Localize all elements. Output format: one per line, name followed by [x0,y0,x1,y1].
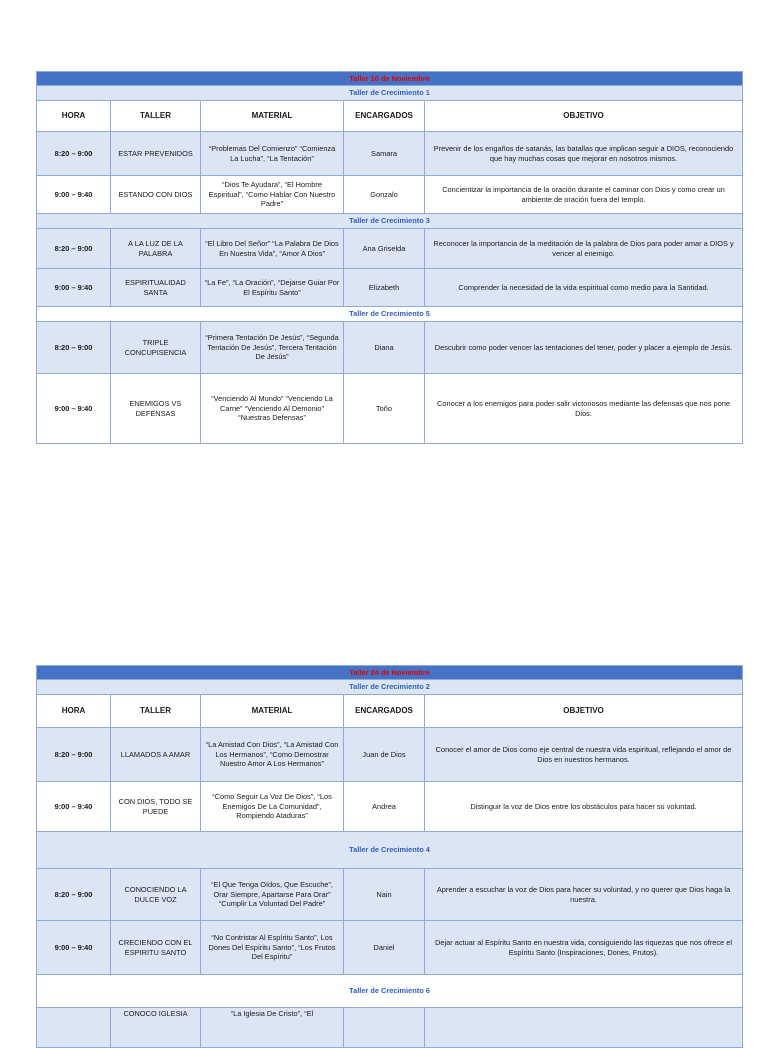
material-cell: “El Libro Del Señor” “La Palabra De Dios En Nuestra Vida”, “Amor A Dios” [201,229,344,269]
hora-cell: 8:20 – 9:00 [37,322,111,374]
encargados-cell: Diana [344,322,425,374]
objetivo-cell: Descubrir como poder vencer las tentaciones del tener, poder y placer a ejemplo de Jesús. [425,322,743,374]
material-cell: “No Contristar Al Espíritu Santo”, Los Dones Del Espíritu Santo”, “Los Frutos Del Espíritu” [201,921,344,975]
table-row [37,782,743,832]
table-row [37,921,743,975]
objetivo-cell [425,1008,743,1048]
material-cell: “Venciendo Al Mundo” “Venciendo La Carne” “Venciendo Al Demonio” “Nuestras Defensas” [201,374,344,444]
objetivo-cell: Prevenir de los engaños de satanás, las batallas que implican seguir a DIOS, reconociendo que hay muchas cosas que mejorar en nosotros mismos. [425,132,743,176]
table-row [37,269,743,307]
objetivo-cell: Conocer a los enemigos para poder salir victoriosos mediante las defensas que nos pone Dios. [425,374,743,444]
material-cell: “La Amistad Con Dios”, “La Amistad Con Los Hermanos”, “Como Demostrar Nuestro Amor A Los Hermanos” [201,728,344,782]
table-row [37,322,743,374]
hora-cell: 9:00 – 9:40 [37,921,111,975]
encargados-cell: Gonzalo [344,176,425,214]
hora-cell: 9:00 – 9:40 [37,374,111,444]
material-cell: “La Fe”, “La Oración”, “Dejarse Guiar Por El Espíritu Santo” [201,269,344,307]
column-header-encargados: ENCARGADOS [344,695,425,728]
material-cell: “Problemas Del Comienzo” “Comienza La Lucha”, “La Tentación” [201,132,344,176]
material-cell: “Dios Te Ayudara”, “El Hombre Espiritual”, “Como Hablar Con Nuestro Padre” [201,176,344,214]
table-row [37,229,743,269]
encargados-cell: Ana Griselda [344,229,425,269]
column-header-taller: TALLER [111,101,201,132]
schedule-table-november-24 [36,665,743,1048]
column-header-hora: HORA [37,695,111,728]
taller-cell: ENEMIGOS VS DEFENSAS [111,374,201,444]
table-row [37,374,743,444]
encargados-cell: Nain [344,869,425,921]
column-header-objetivo: OBJETIVO [425,695,743,728]
column-header-encargados: ENCARGADOS [344,101,425,132]
column-header-material: MATERIAL [201,695,344,728]
table-row [37,176,743,214]
material-cell: “La Iglesia De Cristo”, “El [201,1008,344,1048]
objetivo-cell: Distinguir la voz de Dios entre los obstáculos para hacer su voluntad. [425,782,743,832]
taller-cell: A LA LUZ DE LA PALABRA [111,229,201,269]
column-header-objetivo: OBJETIVO [425,101,743,132]
objetivo-cell: Comprender la necesidad de la vida espiritual como medio para la Santidad. [425,269,743,307]
material-cell: “El Que Tenga Oídos, Que Escuche”, Orar Siempre, Apartarse Para Orar” “Cumplir La Voluntad Del Padre” [201,869,344,921]
objetivo-cell: Aprender a escuchar la voz de Dios para hacer su voluntad, y no querer que Dios haga la nuestra. [425,869,743,921]
material-cell: “Como Seguir La Voz De Dios”, “Los Enemigos De La Comunidad”, Rompiendo Ataduras” [201,782,344,832]
encargados-cell: Toño [344,374,425,444]
group-label: Taller de Crecimiento 4 [37,832,743,869]
encargados-cell: Elizabeth [344,269,425,307]
taller-cell: CRECIENDO CON EL ESPIRITU SANTO [111,921,201,975]
group-label: Taller de Crecimiento 3 [37,214,743,229]
hora-cell: 8:20 – 9:00 [37,728,111,782]
hora-cell: 9:00 – 9:40 [37,782,111,832]
encargados-cell: Daniel [344,921,425,975]
hora-cell: 8:20 – 9:00 [37,132,111,176]
table-row [37,728,743,782]
taller-cell: ESPIRITUALIDAD SANTA [111,269,201,307]
column-header-taller: TALLER [111,695,201,728]
hora-cell [37,1008,111,1048]
material-cell: “Primera Tentación De Jesús”, “Segunda Tentación De Jesús”, Tercera Tentación De Jesús” [201,322,344,374]
taller-cell: LLAMADOS A AMAR [111,728,201,782]
encargados-cell [344,1008,425,1048]
table-row [37,132,743,176]
taller-cell: CONOCIENDO LA DULCE VOZ [111,869,201,921]
group-label: Taller de Crecimiento 1 [37,86,743,101]
hora-cell: 8:20 – 9:00 [37,869,111,921]
column-header-hora: HORA [37,101,111,132]
hora-cell: 9:00 – 9:40 [37,176,111,214]
encargados-cell: Samara [344,132,425,176]
encargados-cell: Andrea [344,782,425,832]
schedule-table-november-10 [36,71,743,444]
hora-cell: 9:00 – 9:40 [37,269,111,307]
taller-cell: CON DIOS, TODO SE PUEDE [111,782,201,832]
table-row [37,1008,743,1048]
table-title: Taller 10 de Noviembre [37,72,743,86]
group-label: Taller de Crecimiento 5 [37,307,743,322]
objetivo-cell: Conocer el amor de Dios como eje central de nuestra vida espiritual, reflejando el amor de Dios en nuestros hermanos. [425,728,743,782]
table-row [37,869,743,921]
objetivo-cell: Concientizar la importancia de la oración durante el caminar con Dios y como crear un ambiente de oración fuera del templo. [425,176,743,214]
column-header-material: MATERIAL [201,101,344,132]
encargados-cell: Juan de Dios [344,728,425,782]
objetivo-cell: Dejar actuar al Espíritu Santo en nuestra vida, consiguiendo las riquezas que nos ofrece el Espíritu Santo (Inspiraciones, Dones, Frutos). [425,921,743,975]
taller-cell: CONOCO IGLESIA [111,1008,201,1048]
group-label: Taller de Crecimiento 6 [37,975,743,1008]
taller-cell: ESTAR PREVENIDOS [111,132,201,176]
hora-cell: 8:20 – 9:00 [37,229,111,269]
objetivo-cell: Reconocer la importancia de la meditación de la palabra de Dios para poder amar a DIOS y vencer al enemigo. [425,229,743,269]
taller-cell: TRIPLE CONCUPISENCIA [111,322,201,374]
group-label: Taller de Crecimiento 2 [37,680,743,695]
table-title: Taller 24 de Noviembre [37,666,743,680]
taller-cell: ESTANDO CON DIOS [111,176,201,214]
